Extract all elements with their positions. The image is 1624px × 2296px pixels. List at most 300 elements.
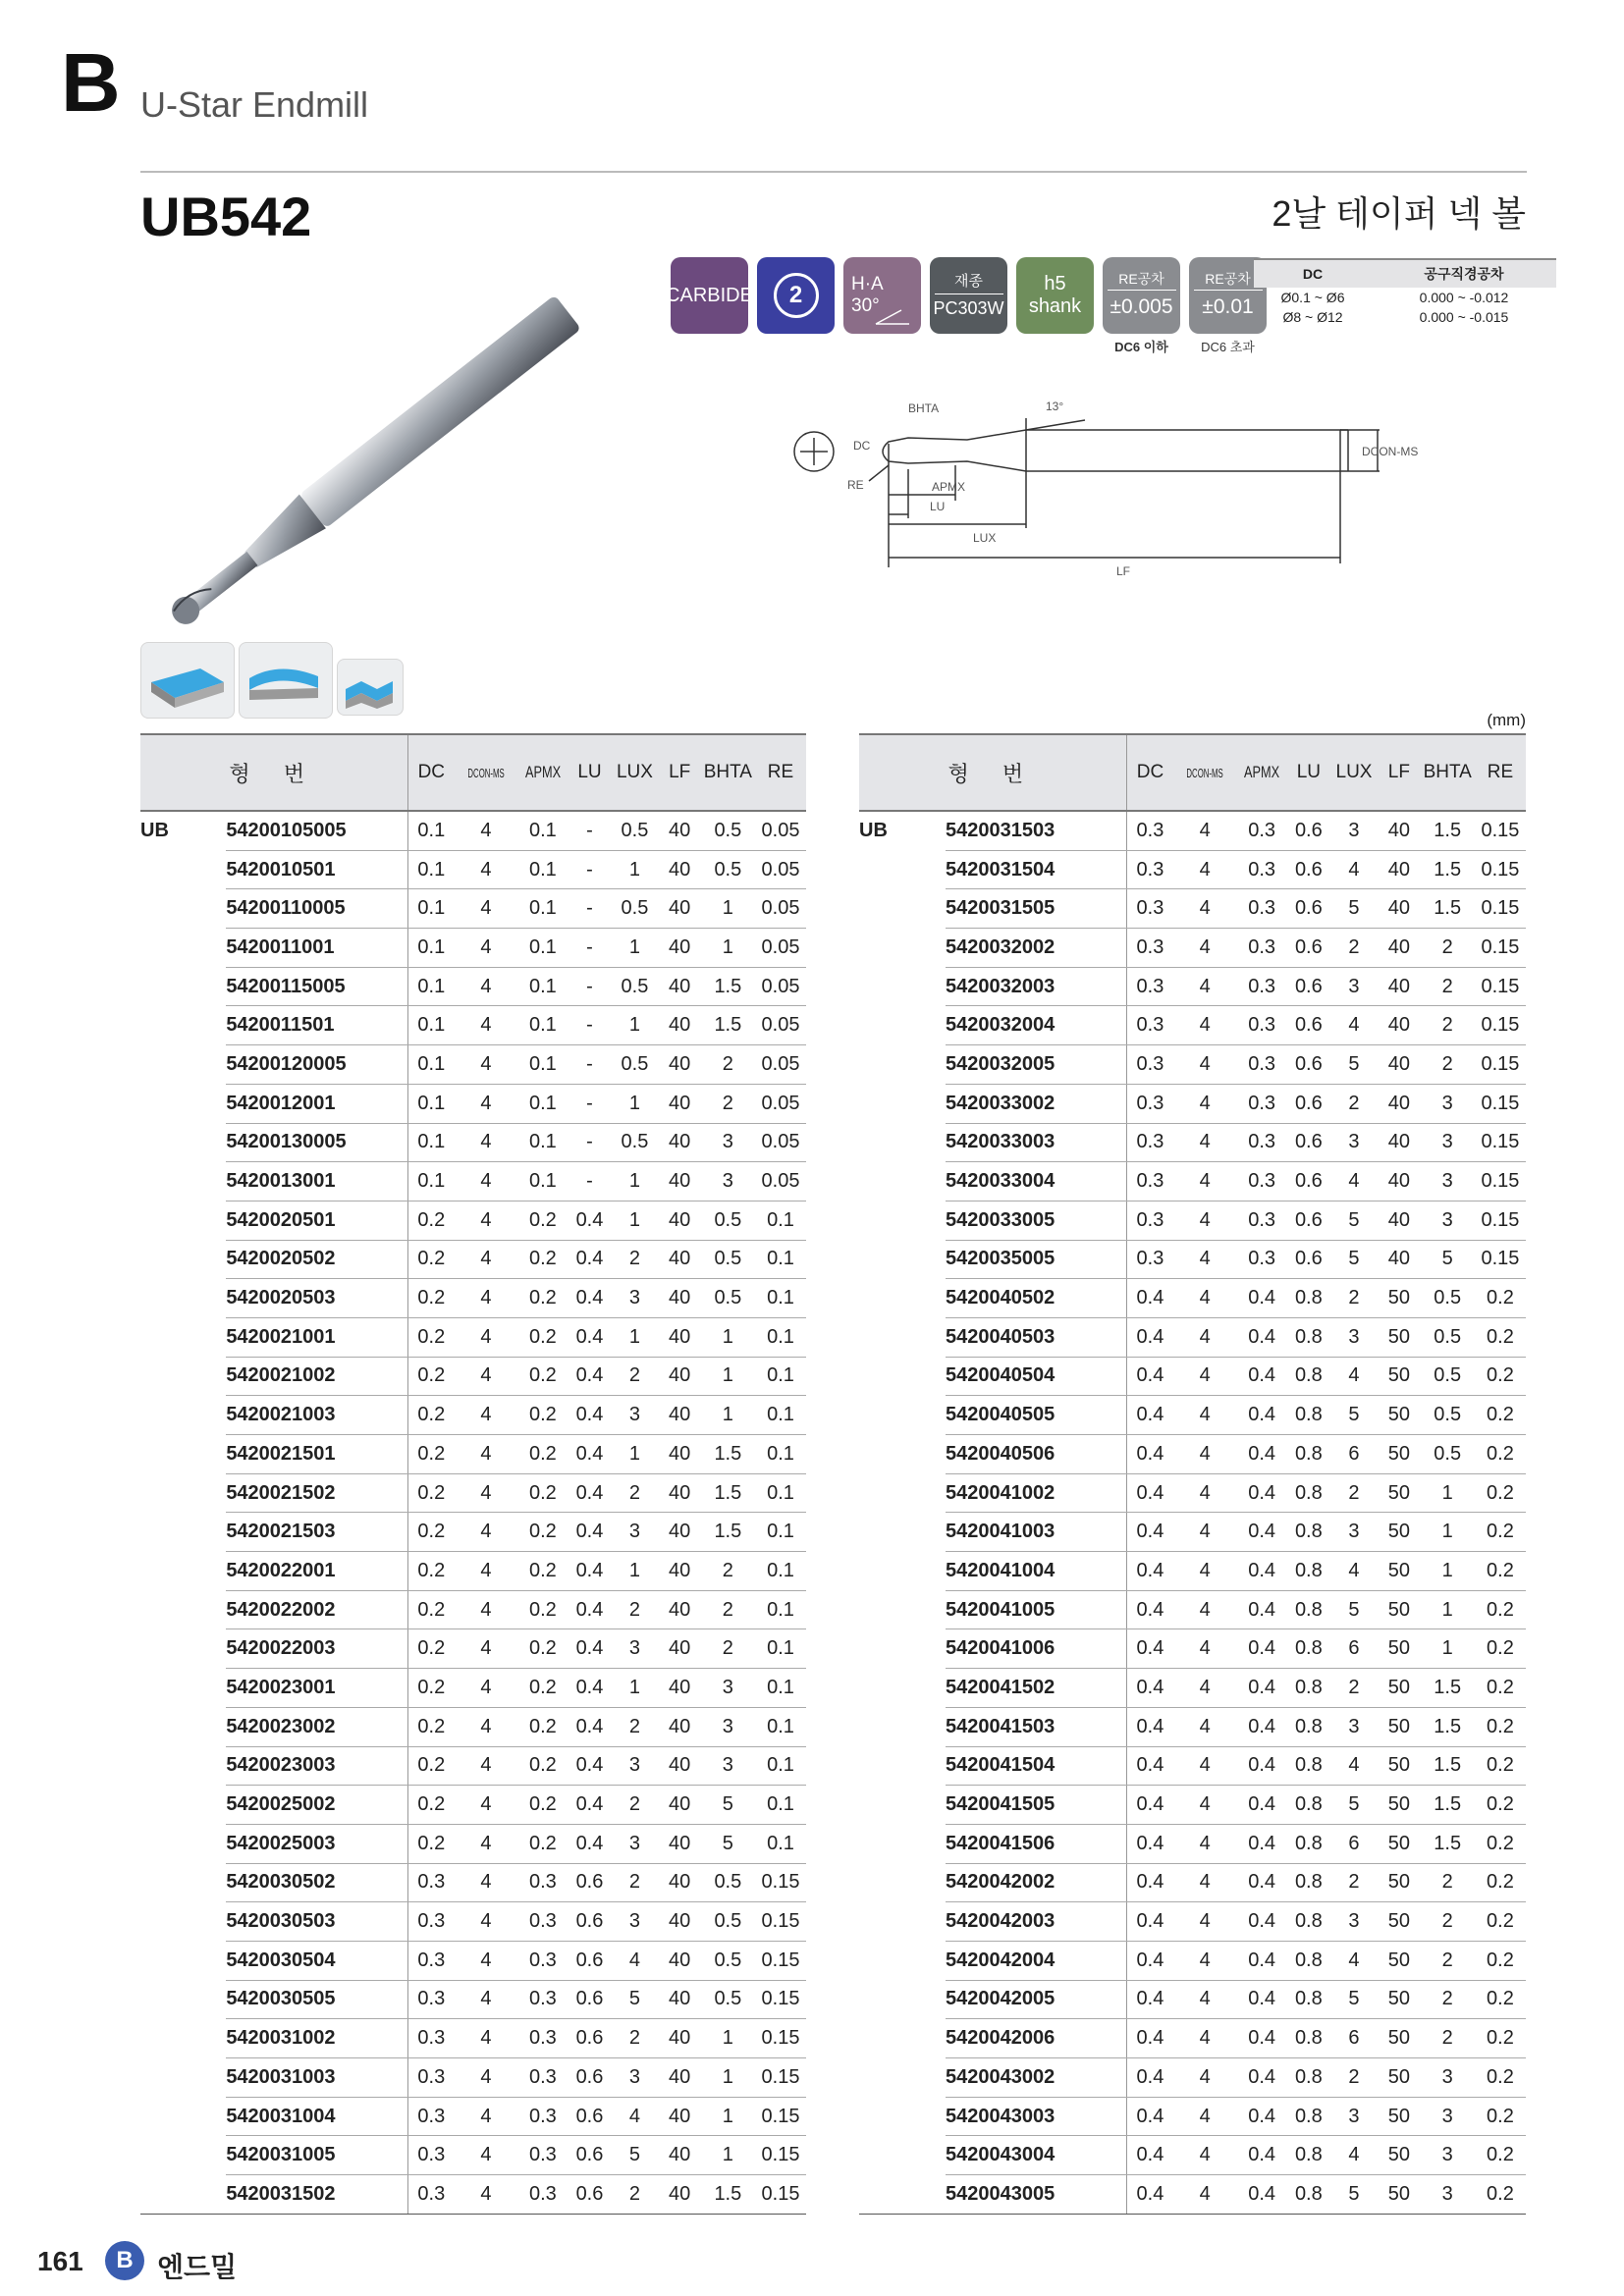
lf-cell: 40 xyxy=(659,1669,701,1708)
bhta-cell: 1 xyxy=(701,889,755,929)
table-row xyxy=(859,1746,1526,1786)
table-row xyxy=(140,1746,806,1786)
lu-cell: 0.6 xyxy=(568,2175,611,2215)
apmx-cell: 0.2 xyxy=(517,1629,568,1669)
apmx-cell: 0.2 xyxy=(517,1590,568,1629)
lf-cell: 50 xyxy=(1378,2097,1420,2136)
dcon-cell: 4 xyxy=(455,1590,517,1629)
lux-cell: 3 xyxy=(611,1396,658,1435)
product-code: 5420042006 xyxy=(946,2019,1126,2058)
lux-cell: 3 xyxy=(1330,1513,1379,1552)
lux-cell: 1 xyxy=(611,1006,658,1045)
lu-cell: 0.4 xyxy=(568,1590,611,1629)
series-group xyxy=(859,967,946,1006)
dcon-cell: 4 xyxy=(1173,811,1236,850)
bhta-cell: 2 xyxy=(1421,967,1475,1006)
bhta-cell: 0.5 xyxy=(701,1240,755,1279)
product-code: 5420041002 xyxy=(946,1473,1126,1513)
lux-cell: 3 xyxy=(1330,1707,1379,1746)
lux-cell: 5 xyxy=(1330,1980,1379,2019)
re-cell: 0.2 xyxy=(1475,2175,1526,2215)
header-rule xyxy=(140,171,1527,173)
product-code: 5420023003 xyxy=(226,1746,407,1786)
product-code: 54200120005 xyxy=(226,1045,407,1085)
series-group xyxy=(140,1980,226,2019)
apmx-cell: 0.3 xyxy=(1236,850,1287,889)
table-row xyxy=(859,1006,1526,1045)
dc-cell: 0.1 xyxy=(407,967,455,1006)
header-dcon: DCON-MS xyxy=(455,734,517,811)
bhta-cell: 1 xyxy=(701,1317,755,1357)
series-group xyxy=(140,2097,226,2136)
table-row xyxy=(140,1006,806,1045)
material-label: CARBIDE xyxy=(666,284,753,306)
table-row xyxy=(140,1123,806,1162)
product-code: 5420010501 xyxy=(226,850,407,889)
lux-cell: 3 xyxy=(611,1746,658,1786)
series-group xyxy=(140,2019,226,2058)
series-group xyxy=(859,1123,946,1162)
lu-cell: 0.8 xyxy=(1287,2175,1330,2215)
dcon-cell: 4 xyxy=(1173,1123,1236,1162)
product-code: 5420031005 xyxy=(226,2136,407,2175)
lu-cell: 0.8 xyxy=(1287,1590,1330,1629)
table-row xyxy=(859,1357,1526,1396)
dc-cell: 0.1 xyxy=(407,1162,455,1201)
dcon-cell: 4 xyxy=(455,1941,517,1980)
tol-header-dc: DC xyxy=(1254,259,1372,288)
dc-cell: 0.4 xyxy=(1126,1824,1173,1863)
dc-cell: 0.2 xyxy=(407,1786,455,1825)
apmx-cell: 0.2 xyxy=(517,1317,568,1357)
lu-cell: 0.6 xyxy=(568,2058,611,2098)
product-code: 5420022001 xyxy=(226,1552,407,1591)
product-code: 5420033004 xyxy=(946,1162,1126,1201)
bhta-cell: 1.5 xyxy=(1421,1669,1475,1708)
re-cell: 0.1 xyxy=(755,1786,806,1825)
bhta-cell: 2 xyxy=(701,1084,755,1123)
dc-cell: 0.2 xyxy=(407,1279,455,1318)
re-cell: 0.15 xyxy=(1475,1006,1526,1045)
table-row xyxy=(140,1396,806,1435)
re-cell: 0.05 xyxy=(755,1045,806,1085)
series-group xyxy=(859,850,946,889)
apmx-cell: 0.3 xyxy=(517,2019,568,2058)
bhta-cell: 5 xyxy=(701,1786,755,1825)
bhta-cell: 5 xyxy=(1421,1240,1475,1279)
table-row xyxy=(859,1201,1526,1240)
bhta-cell: 1.5 xyxy=(1421,1707,1475,1746)
product-code: 5420031002 xyxy=(226,2019,407,2058)
re-cell: 0.1 xyxy=(755,1240,806,1279)
lu-cell: 0.4 xyxy=(568,1201,611,1240)
re-cell: 0.05 xyxy=(755,811,806,850)
header-lu: LU xyxy=(568,734,611,811)
table-row xyxy=(140,1473,806,1513)
dc-cell: 0.3 xyxy=(1126,1006,1173,1045)
dc-cell: 0.1 xyxy=(407,889,455,929)
dcon-cell: 4 xyxy=(1173,1629,1236,1669)
lux-cell: 5 xyxy=(1330,1045,1379,1085)
table-row xyxy=(140,967,806,1006)
apmx-cell: 0.3 xyxy=(1236,1201,1287,1240)
lu-cell: 0.8 xyxy=(1287,1824,1330,1863)
lu-cell: 0.8 xyxy=(1287,1669,1330,1708)
table-row xyxy=(140,1240,806,1279)
lux-cell: 2 xyxy=(1330,1084,1379,1123)
lu-cell: 0.4 xyxy=(568,1396,611,1435)
tol-value: 0.000 ~ -0.012 xyxy=(1419,290,1509,305)
re-cell: 0.15 xyxy=(1475,1162,1526,1201)
bhta-cell: 1 xyxy=(701,1396,755,1435)
lf-cell: 50 xyxy=(1378,1552,1420,1591)
lf-cell: 40 xyxy=(659,1786,701,1825)
table-row xyxy=(140,1357,806,1396)
bhta-cell: 2 xyxy=(1421,929,1475,968)
bhta-cell: 2 xyxy=(1421,1941,1475,1980)
series-group xyxy=(140,1941,226,1980)
coating-badge xyxy=(930,257,1007,334)
lf-cell: 40 xyxy=(659,850,701,889)
lux-cell: 4 xyxy=(1330,1746,1379,1786)
lux-cell: 4 xyxy=(1330,2136,1379,2175)
header-dc: DC xyxy=(1126,734,1173,811)
lu-cell: - xyxy=(568,967,611,1006)
table-row xyxy=(859,2019,1526,2058)
lf-cell: 50 xyxy=(1378,1396,1420,1435)
table-row xyxy=(859,1707,1526,1746)
lux-cell: 4 xyxy=(1330,1941,1379,1980)
product-code: 5420041503 xyxy=(946,1707,1126,1746)
lux-cell: 0.5 xyxy=(611,1123,658,1162)
table-row xyxy=(140,811,806,850)
dcon-cell: 4 xyxy=(455,1669,517,1708)
table-row xyxy=(140,1786,806,1825)
bhta-cell: 2 xyxy=(1421,2019,1475,2058)
series-group xyxy=(140,967,226,1006)
dc-cell: 0.4 xyxy=(1126,1863,1173,1902)
lux-cell: 1 xyxy=(611,929,658,968)
side-milling-icon xyxy=(140,642,235,719)
bhta-cell: 2 xyxy=(701,1590,755,1629)
lf-cell: 40 xyxy=(1378,1084,1420,1123)
table-row xyxy=(859,1941,1526,1980)
re-cell: 0.2 xyxy=(1475,1786,1526,1825)
lu-cell: - xyxy=(568,811,611,850)
lu-cell: 0.6 xyxy=(1287,1162,1330,1201)
lux-cell: 0.5 xyxy=(611,967,658,1006)
lux-cell: 3 xyxy=(1330,1317,1379,1357)
re-cell: 0.15 xyxy=(1475,889,1526,929)
flute-count-badge xyxy=(757,257,835,334)
lf-cell: 40 xyxy=(1378,1240,1420,1279)
lu-cell: 0.6 xyxy=(568,2019,611,2058)
product-code: 5420031004 xyxy=(226,2097,407,2136)
lux-cell: 2 xyxy=(1330,929,1379,968)
spec-badges xyxy=(666,257,1267,355)
product-code: 5420021502 xyxy=(226,1473,407,1513)
lux-cell: 6 xyxy=(1330,2019,1379,2058)
series-group xyxy=(859,889,946,929)
dc-cell: 0.2 xyxy=(407,1513,455,1552)
product-code: 5420041004 xyxy=(946,1552,1126,1591)
product-code: 5420040503 xyxy=(946,1317,1126,1357)
table-row xyxy=(140,1902,806,1942)
header-code: 형 번 xyxy=(140,734,407,811)
apmx-cell: 0.2 xyxy=(517,1669,568,1708)
lu-cell: 0.8 xyxy=(1287,1786,1330,1825)
bhta-cell: 3 xyxy=(701,1162,755,1201)
product-code: 5420033003 xyxy=(946,1123,1126,1162)
product-code: 54200130005 xyxy=(226,1123,407,1162)
lux-cell: 6 xyxy=(1330,1824,1379,1863)
bhta-cell: 0.5 xyxy=(701,1279,755,1318)
lf-cell: 40 xyxy=(659,2097,701,2136)
lf-cell: 50 xyxy=(1378,1279,1420,1318)
lu-cell: 0.8 xyxy=(1287,1513,1330,1552)
bhta-cell: 1 xyxy=(701,1357,755,1396)
table-row xyxy=(140,889,806,929)
dcon-cell: 4 xyxy=(1173,1980,1236,2019)
bhta-cell: 1.5 xyxy=(701,2175,755,2215)
lu-cell: 0.8 xyxy=(1287,2136,1330,2175)
series-group xyxy=(859,1902,946,1942)
lf-cell: 40 xyxy=(659,811,701,850)
re-cell: 0.2 xyxy=(1475,1513,1526,1552)
lf-cell: 50 xyxy=(1378,2058,1420,2098)
series-group xyxy=(140,1707,226,1746)
lf-cell: 50 xyxy=(1378,2175,1420,2215)
table-row xyxy=(140,1279,806,1318)
lux-cell: 5 xyxy=(1330,1590,1379,1629)
dc-cell: 0.4 xyxy=(1126,1552,1173,1591)
lf-cell: 50 xyxy=(1378,1786,1420,1825)
bhta-cell: 0.5 xyxy=(701,1941,755,1980)
bhta-cell: 3 xyxy=(1421,2097,1475,2136)
bhta-cell: 3 xyxy=(1421,2136,1475,2175)
dcon-cell: 4 xyxy=(1173,1162,1236,1201)
dc-cell: 0.3 xyxy=(1126,929,1173,968)
dcon-cell: 4 xyxy=(455,1240,517,1279)
product-code: 5420021003 xyxy=(226,1396,407,1435)
dcon-cell: 4 xyxy=(1173,1941,1236,1980)
dcon-cell: 4 xyxy=(1173,1084,1236,1123)
lu-cell: 0.8 xyxy=(1287,2058,1330,2098)
dc-cell: 0.3 xyxy=(407,2058,455,2098)
re-cell: 0.15 xyxy=(1475,850,1526,889)
table-row xyxy=(140,1629,806,1669)
bhta-cell: 3 xyxy=(701,1669,755,1708)
apmx-cell: 0.3 xyxy=(517,2097,568,2136)
product-code: 5420022002 xyxy=(226,1590,407,1629)
re-cell: 0.15 xyxy=(1475,929,1526,968)
dc-cell: 0.2 xyxy=(407,1240,455,1279)
lf-cell: 50 xyxy=(1378,1941,1420,1980)
lf-cell: 40 xyxy=(659,2058,701,2098)
dc-cell: 0.1 xyxy=(407,811,455,850)
apmx-cell: 0.2 xyxy=(517,1513,568,1552)
apmx-cell: 0.4 xyxy=(1236,1629,1287,1669)
dc-cell: 0.2 xyxy=(407,1707,455,1746)
bhta-cell: 3 xyxy=(701,1123,755,1162)
bhta-cell: 0.5 xyxy=(1421,1279,1475,1318)
lf-cell: 40 xyxy=(659,1396,701,1435)
table-row xyxy=(140,2097,806,2136)
series-group xyxy=(140,1669,226,1708)
shank-tolerance: h5 xyxy=(1044,273,1066,294)
dcon-cell: 4 xyxy=(455,1824,517,1863)
dc-cell: 0.4 xyxy=(1126,1279,1173,1318)
dcon-cell: 4 xyxy=(455,1045,517,1085)
product-code: 5420043002 xyxy=(946,2058,1126,2098)
product-code: 5420040505 xyxy=(946,1396,1126,1435)
coating-value: PC303W xyxy=(933,297,1004,318)
lux-cell: 2 xyxy=(611,1863,658,1902)
tol-row xyxy=(1254,288,1556,307)
lux-cell: 2 xyxy=(611,2019,658,2058)
lux-cell: 2 xyxy=(611,1240,658,1279)
lf-cell: 40 xyxy=(659,1317,701,1357)
bhta-cell: 3 xyxy=(1421,2058,1475,2098)
product-code: 5420041506 xyxy=(946,1824,1126,1863)
lu-cell: 0.4 xyxy=(568,1513,611,1552)
product-code: 5420032004 xyxy=(946,1006,1126,1045)
dc-cell: 0.3 xyxy=(407,1902,455,1942)
re-cell: 0.2 xyxy=(1475,1746,1526,1786)
table-row xyxy=(859,850,1526,889)
lu-cell: - xyxy=(568,929,611,968)
series-group xyxy=(859,1045,946,1085)
header-re: RE xyxy=(1475,734,1526,811)
section-badge: B xyxy=(105,2241,144,2280)
re-tolerance-value: ±0.01 xyxy=(1202,295,1254,319)
bhta-cell: 1.5 xyxy=(1421,889,1475,929)
series-group: UB xyxy=(859,820,888,842)
lu-cell: 0.6 xyxy=(1287,1084,1330,1123)
re-cell: 0.2 xyxy=(1475,1590,1526,1629)
dcon-cell: 4 xyxy=(455,1786,517,1825)
lux-cell: 3 xyxy=(611,1279,658,1318)
series-group xyxy=(140,2136,226,2175)
bhta-cell: 3 xyxy=(1421,1201,1475,1240)
apmx-cell: 0.3 xyxy=(517,1902,568,1942)
apmx-cell: 0.4 xyxy=(1236,2136,1287,2175)
series-group xyxy=(140,1006,226,1045)
dcon-cell: 4 xyxy=(1173,1279,1236,1318)
table-row xyxy=(140,1824,806,1863)
re-cell: 0.15 xyxy=(755,2019,806,2058)
apmx-cell: 0.1 xyxy=(517,1123,568,1162)
re-cell: 0.1 xyxy=(755,1201,806,1240)
bhta-cell: 1.5 xyxy=(1421,1746,1475,1786)
re-cell: 0.2 xyxy=(1475,1980,1526,2019)
series-group xyxy=(140,1786,226,1825)
dc-cell: 0.2 xyxy=(407,1435,455,1474)
lux-cell: 3 xyxy=(611,1902,658,1942)
dcon-cell: 4 xyxy=(1173,1435,1236,1474)
header-lux: LUX xyxy=(611,734,658,811)
dc-cell: 0.3 xyxy=(407,2136,455,2175)
lf-cell: 40 xyxy=(659,1513,701,1552)
lf-cell: 40 xyxy=(1378,1123,1420,1162)
lu-cell: 0.6 xyxy=(1287,1045,1330,1085)
dcon-cell: 4 xyxy=(455,967,517,1006)
dc-cell: 0.4 xyxy=(1126,1473,1173,1513)
label-lu: LU xyxy=(930,500,946,513)
product-code: 5420031504 xyxy=(946,850,1126,889)
series-group xyxy=(140,1902,226,1942)
lf-cell: 50 xyxy=(1378,1824,1420,1863)
lu-cell: 0.8 xyxy=(1287,1279,1330,1318)
coating-label: 재종 xyxy=(935,273,1003,294)
lux-cell: 1 xyxy=(611,1435,658,1474)
dcon-cell: 4 xyxy=(1173,2019,1236,2058)
dcon-cell: 4 xyxy=(1173,1786,1236,1825)
dcon-cell: 4 xyxy=(455,1513,517,1552)
series-group xyxy=(859,1317,946,1357)
lux-cell: 5 xyxy=(1330,1786,1379,1825)
product-code: 5420032005 xyxy=(946,1045,1126,1085)
lu-cell: 0.8 xyxy=(1287,1941,1330,1980)
re-cell: 0.1 xyxy=(755,1824,806,1863)
product-code: 5420043005 xyxy=(946,2175,1126,2215)
re-cell: 0.1 xyxy=(755,1629,806,1669)
dc-cell: 0.3 xyxy=(407,1863,455,1902)
re-cell: 0.1 xyxy=(755,1513,806,1552)
dc-cell: 0.2 xyxy=(407,1357,455,1396)
product-code: 5420041003 xyxy=(946,1513,1126,1552)
lu-cell: 0.4 xyxy=(568,1669,611,1708)
table-row xyxy=(859,1084,1526,1123)
series-group xyxy=(140,1123,226,1162)
lux-cell: 3 xyxy=(611,1824,658,1863)
table-row xyxy=(859,1590,1526,1629)
lu-cell: 0.6 xyxy=(1287,967,1330,1006)
product-code: 5420042003 xyxy=(946,1902,1126,1942)
bhta-cell: 1 xyxy=(1421,1552,1475,1591)
re-cell: 0.15 xyxy=(755,2058,806,2098)
bhta-cell: 1.5 xyxy=(701,1435,755,1474)
series-group xyxy=(140,1473,226,1513)
product-code: 5420033002 xyxy=(946,1084,1126,1123)
series-group xyxy=(859,1941,946,1980)
dc-cell: 0.1 xyxy=(407,1084,455,1123)
re-tolerance-note: DC6 초과 xyxy=(1201,340,1255,355)
apmx-cell: 0.4 xyxy=(1236,1279,1287,1318)
re-cell: 0.1 xyxy=(755,1396,806,1435)
lu-cell: - xyxy=(568,1123,611,1162)
lf-cell: 40 xyxy=(1378,811,1420,850)
lu-cell: 0.6 xyxy=(1287,811,1330,850)
re-cell: 0.1 xyxy=(755,1435,806,1474)
lf-cell: 40 xyxy=(1378,1006,1420,1045)
dcon-cell: 4 xyxy=(455,1084,517,1123)
product-code: 5420041504 xyxy=(946,1746,1126,1786)
re-cell: 0.2 xyxy=(1475,2097,1526,2136)
apmx-cell: 0.3 xyxy=(1236,1084,1287,1123)
re-cell: 0.1 xyxy=(755,1746,806,1786)
table-row xyxy=(859,1669,1526,1708)
lux-cell: 2 xyxy=(611,1590,658,1629)
dc-cell: 0.4 xyxy=(1126,1707,1173,1746)
lf-cell: 40 xyxy=(659,2019,701,2058)
series-group xyxy=(859,2019,946,2058)
product-description: 2날 테이퍼 넥 볼 xyxy=(1272,193,1526,234)
series-group xyxy=(859,1590,946,1629)
re-cell: 0.15 xyxy=(1475,1240,1526,1279)
lux-cell: 2 xyxy=(611,1707,658,1746)
dcon-cell: 4 xyxy=(455,2097,517,2136)
